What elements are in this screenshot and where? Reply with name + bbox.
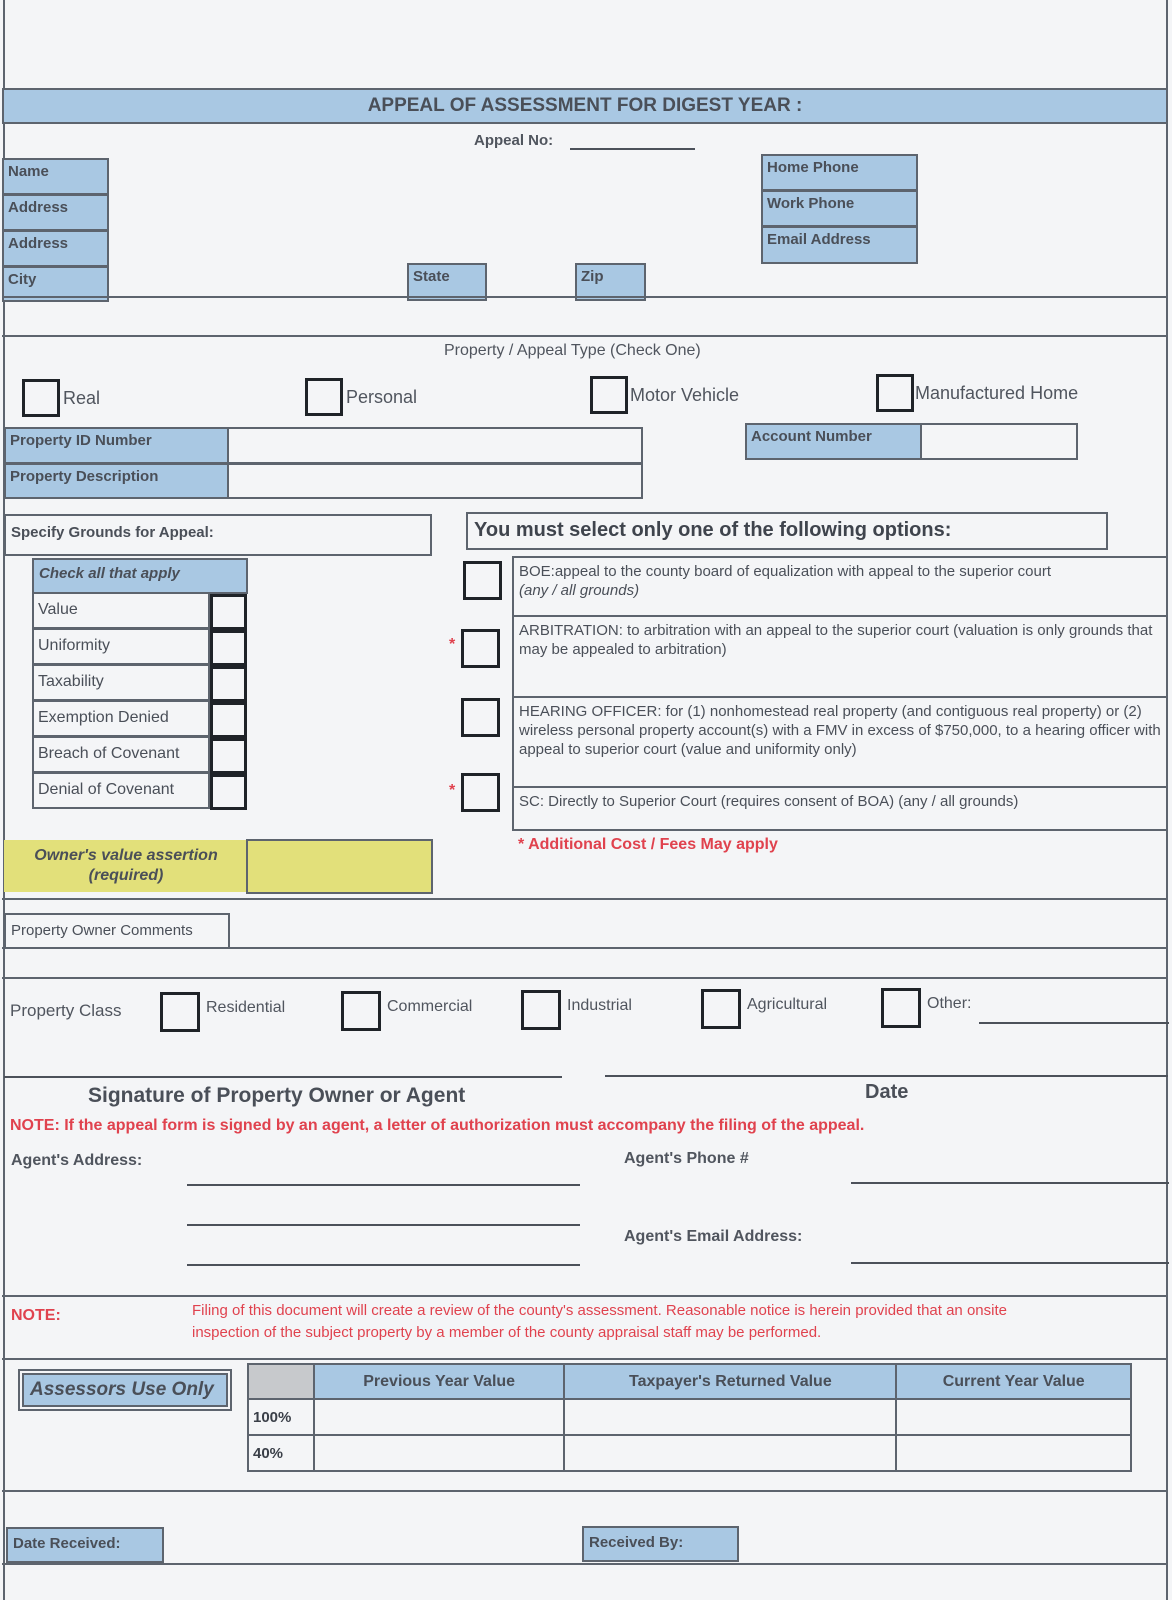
cell-taxpayer-100[interactable] <box>564 1399 896 1435</box>
grounds-checkbox[interactable] <box>210 702 247 738</box>
agent-address-line-3[interactable] <box>187 1264 580 1266</box>
checkbox-personal[interactable] <box>305 378 343 416</box>
cell-previous-100[interactable] <box>314 1399 564 1435</box>
checkbox-real[interactable] <box>22 379 60 417</box>
asterisk-arbitration: * <box>449 636 456 653</box>
table-row <box>248 1435 1131 1471</box>
owner-value-line1: Owner's value assertion <box>34 847 218 864</box>
table-corner <box>248 1364 314 1399</box>
col-previous-year: Previous Year Value <box>314 1364 564 1399</box>
comments-label: Property Owner Comments <box>4 913 230 949</box>
state-label: State <box>407 263 487 301</box>
option-boe <box>512 556 1168 617</box>
check-all-label: Check all that apply <box>32 558 248 594</box>
address-label-2: Address <box>2 230 109 267</box>
checkbox-manufactured-home[interactable] <box>876 374 914 412</box>
cell-current-100[interactable] <box>896 1399 1131 1435</box>
received-by-label: Received By: <box>582 1526 739 1562</box>
work-phone-label: Work Phone <box>761 190 918 227</box>
option-personal-label: Personal <box>346 387 418 407</box>
date-label: Date <box>865 1081 909 1103</box>
grounds-checkbox[interactable] <box>210 594 247 630</box>
grounds-heading: Specify Grounds for Appeal: <box>4 514 432 556</box>
property-class-option-label: Agricultural <box>747 996 828 1013</box>
asterisk-sc: * <box>449 782 456 799</box>
divider <box>2 335 1168 337</box>
assessors-label: Assessors Use Only <box>22 1373 228 1407</box>
row-label-40: 40% <box>248 1435 314 1471</box>
property-id-field[interactable] <box>227 427 643 464</box>
agent-address-label: Agent's Address: <box>11 1152 143 1169</box>
property-class-option-label: Other: <box>927 995 972 1012</box>
account-number-field[interactable] <box>920 423 1078 460</box>
account-number-label: Account Number <box>745 423 922 460</box>
notice-text-1: Filing of this document will create a review of the county's assessment. Reasonable notice is herein provided that an onsite <box>192 1302 1007 1319</box>
property-class-checkbox[interactable] <box>160 992 200 1032</box>
property-class-checkbox[interactable] <box>881 988 921 1028</box>
date-received-label: Date Received: <box>6 1527 164 1563</box>
agent-address-line-1[interactable] <box>187 1184 580 1186</box>
appeal-no-field[interactable] <box>570 148 695 150</box>
property-class-checkbox[interactable] <box>341 991 381 1031</box>
grounds-item-label: Taxability <box>32 664 210 701</box>
col-current-year: Current Year Value <box>896 1364 1131 1399</box>
appeal-options-heading: You must select only one of the following options: <box>466 512 1108 550</box>
property-class-option-label: Commercial <box>387 998 473 1015</box>
fees-note: * Additional Cost / Fees May apply <box>518 836 778 853</box>
property-class-checkbox[interactable] <box>521 990 561 1030</box>
grounds-item-label: Exemption Denied <box>32 700 210 737</box>
option-arbitration: ARBITRATION: to arbitration with an appeal to the superior court (valuation is only grounds that may be appealed to arbitration) <box>512 615 1168 698</box>
grounds-checkbox[interactable] <box>210 666 247 702</box>
title-bar <box>2 88 1168 124</box>
assessors-table <box>247 1363 1132 1472</box>
agent-email-label: Agent's Email Address: <box>624 1228 803 1245</box>
email-label: Email Address <box>761 226 918 264</box>
city-label: City <box>2 266 109 302</box>
grounds-item-label: Breach of Covenant <box>32 736 210 773</box>
cell-current-40[interactable] <box>896 1435 1131 1471</box>
property-type-heading: Property / Appeal Type (Check One) <box>444 342 701 359</box>
grounds-checkbox[interactable] <box>210 774 247 810</box>
page-title: APPEAL OF ASSESSMENT FOR DIGEST YEAR : <box>367 95 803 116</box>
divider <box>2 296 1168 298</box>
appeal-no-label: Appeal No: <box>474 132 554 149</box>
grounds-item-label: Denial of Covenant <box>32 772 210 809</box>
divider <box>2 977 1168 979</box>
signature-label: Signature of Property Owner or Agent <box>88 1084 466 1107</box>
boe-text: BOE:appeal to the county board of equalization with appeal to the superior court <box>519 563 1052 580</box>
home-phone-label: Home Phone <box>761 154 918 191</box>
option-hearing-officer: HEARING OFFICER: for (1) nonhomestead real property (and contiguous real property) or (2) wireless personal property account(s) with a FMV in excess of $750,000, to a hearing officer with appeal to superior court (value and uniformity only) <box>512 696 1168 788</box>
agent-phone-label: Agent's Phone # <box>624 1150 749 1167</box>
name-label: Name <box>2 158 109 195</box>
cell-taxpayer-40[interactable] <box>564 1435 896 1471</box>
assessors-label-frame <box>18 1369 232 1411</box>
property-description-label: Property Description <box>4 463 229 499</box>
agent-authorization-note: NOTE: If the appeal form is signed by an agent, a letter of authorization must accompany the filing of the appeal. <box>10 1117 865 1134</box>
divider <box>2 898 1168 900</box>
agent-email-line[interactable] <box>851 1262 1169 1264</box>
notice-text-2: inspection of the subject property by a member of the county appraisal staff may be performed. <box>192 1324 822 1341</box>
owner-value-line2: (required) <box>88 867 164 884</box>
agent-phone-line[interactable] <box>851 1182 1169 1184</box>
comments-field-line[interactable] <box>2 947 1168 949</box>
other-field[interactable] <box>979 1022 1169 1024</box>
option-real-label: Real <box>63 388 101 408</box>
checkbox-hearing-officer[interactable] <box>461 698 500 737</box>
date-line[interactable] <box>605 1075 1168 1077</box>
cell-previous-40[interactable] <box>314 1435 564 1471</box>
agent-address-line-2[interactable] <box>187 1224 580 1226</box>
option-motor-vehicle-label: Motor Vehicle <box>630 385 740 405</box>
checkbox-sc[interactable] <box>461 773 500 812</box>
owner-value-field[interactable] <box>246 839 433 894</box>
option-manufactured-home-label: Manufactured Home <box>915 383 1079 403</box>
address-label-1: Address <box>2 194 109 231</box>
row-label-100: 100% <box>248 1399 314 1435</box>
col-taxpayer-returned: Taxpayer's Returned Value <box>564 1364 896 1399</box>
divider <box>2 1563 1168 1565</box>
checkbox-motor-vehicle[interactable] <box>590 376 628 414</box>
table-row <box>248 1399 1131 1435</box>
property-class-label: Property Class <box>10 1001 122 1020</box>
property-class-option-label: Residential <box>206 999 286 1016</box>
owner-value-label <box>4 840 248 892</box>
boe-note: (any / all grounds) <box>519 582 640 599</box>
divider <box>2 1490 1168 1492</box>
property-description-field[interactable] <box>227 463 643 499</box>
notice-label: NOTE: <box>11 1307 61 1324</box>
zip-label: Zip <box>575 263 646 301</box>
signature-line[interactable] <box>4 1076 562 1078</box>
grounds-item-label: Uniformity <box>32 628 210 665</box>
property-class-checkbox[interactable] <box>701 989 741 1029</box>
grounds-item-label: Value <box>32 592 210 629</box>
checkbox-arbitration[interactable] <box>461 629 500 668</box>
property-class-option-label: Industrial <box>567 997 632 1014</box>
checkbox-boe[interactable] <box>463 561 502 600</box>
property-id-label: Property ID Number <box>4 427 229 464</box>
option-sc: SC: Directly to Superior Court (requires consent of BOA) (any / all grounds) <box>512 786 1168 831</box>
grounds-checkbox[interactable] <box>210 738 247 774</box>
divider <box>2 1358 1168 1360</box>
grounds-checkbox[interactable] <box>210 630 247 666</box>
divider <box>2 1295 1168 1297</box>
